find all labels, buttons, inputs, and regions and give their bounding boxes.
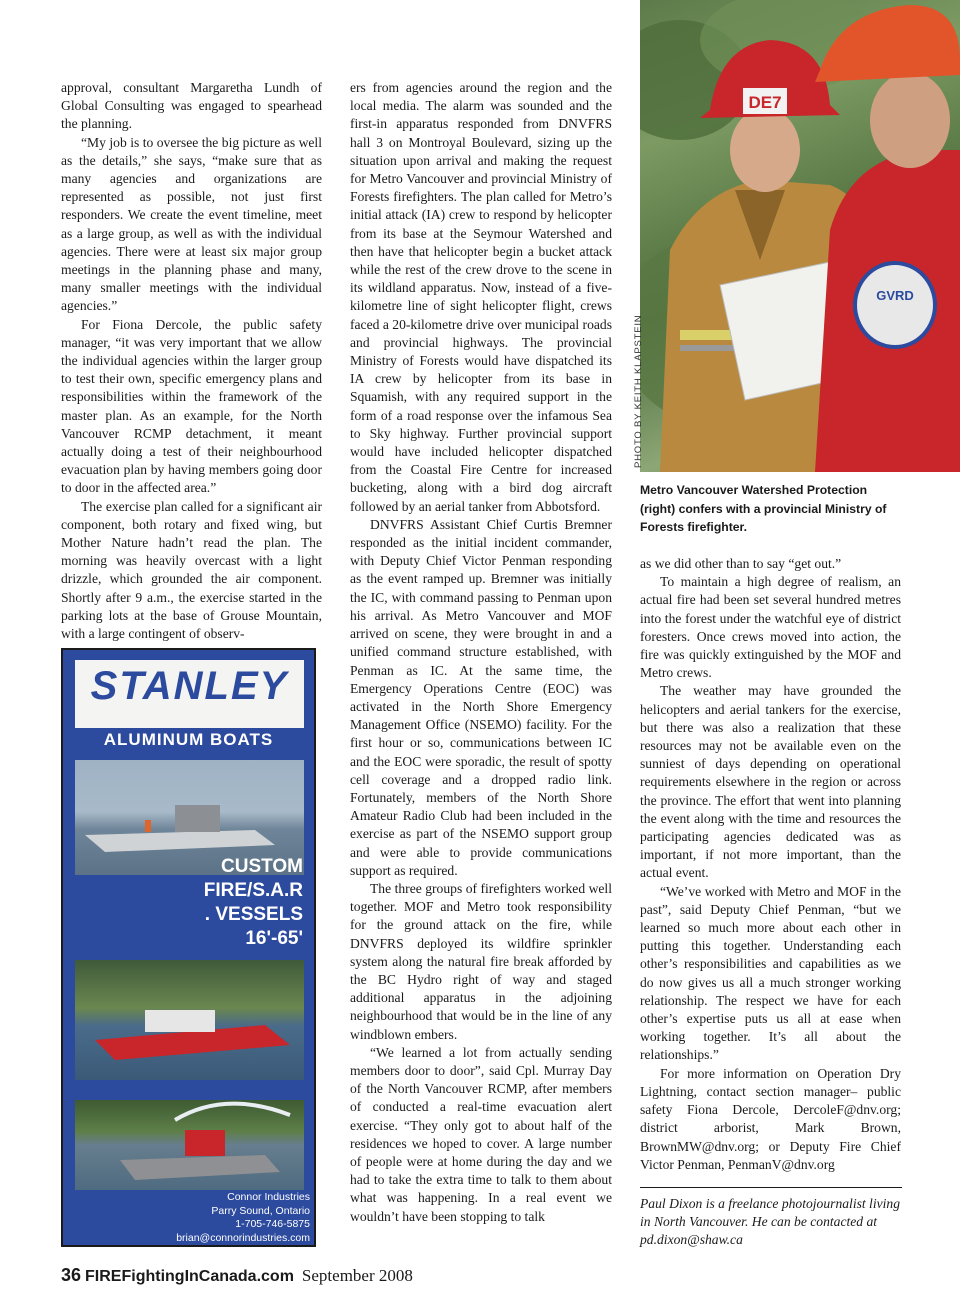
ad-pitch-line: 16'-65' bbox=[245, 928, 303, 949]
ad-company: Connor Industries bbox=[227, 1191, 310, 1203]
paragraph: as we did other than to say “get out.” bbox=[640, 556, 842, 571]
paragraph: “My job is to oversee the big picture as well as the details,” she says, “make sure that as many agencies and organizations are represented as possible, not just first responders. We create the event timeline, meet as a large group, as well as with the individual agencies. There were at least six major group meetings in the planning phase and many, many smaller meetings with the individual agencies.” bbox=[61, 134, 322, 314]
firefighters-illustration bbox=[640, 0, 960, 472]
page-footer bbox=[61, 1265, 413, 1287]
ad-brand-panel bbox=[75, 660, 304, 728]
stanley-boats-ad[interactable] bbox=[61, 648, 316, 1247]
ad-contact bbox=[103, 1191, 310, 1245]
issue-date: September 2008 bbox=[301, 1266, 413, 1285]
paragraph: The three groups of firefighters worked well together. MOF and Metro took responsibility for the ground attack on the fire, while DNVFRS deployed its wildfire sprinkler system along the natural fire break afforded by the BC Hydro right of way and staged additional apparatus in the adjoining neighbourhood that would be in the line of any windblown embers. bbox=[350, 880, 612, 1042]
fireboat-spraying-illustration bbox=[75, 1100, 304, 1190]
ad-pitch-line: FIRE/S.A.R bbox=[203, 880, 303, 901]
ad-brand: STANLEY bbox=[90, 664, 289, 708]
ad-location: Parry Sound, Ontario bbox=[211, 1204, 310, 1217]
photo-caption: Metro Vancouver Watershed Protection (right) confers with a provincial Ministry of Forests firefighter. bbox=[640, 483, 887, 534]
ad-email[interactable]: brian@connorindustries.com bbox=[176, 1231, 310, 1244]
article-column-3 bbox=[640, 555, 901, 1174]
paragraph: DNVFRS Assistant Chief Curtis Bremner responded as the initial incident commander, with Deputy Chief Victor Penman responding as the event ramped up. Bremner was initially the IC, with command passing to Penman upon his arrival. As Metro Vancouver and MOF arrived on scene, they were brought in and a unified command structure established, with Penman as IC. At the same time, the Emergency Operations Centre (EOC) was activated in the North Shore Emergency Management Office (NSEMO) facility. For the first hour or so, communications between IC and the EOC were sporadic, the result of spotty cell coverage and a dropped radio link. Fortunately, members of the North Shore Amateur Radio Club had been included in the exercise as part of the NSEMO support group and were able to provide communications support as required. bbox=[350, 516, 612, 878]
ad-pitch-line: . VESSELS bbox=[204, 904, 303, 925]
ad-pitch-line: CUSTOM bbox=[221, 856, 303, 877]
paragraph: “We learned a lot from actually sending members door to door”, said Cpl. Murray Day of the North Vancouver RCMP, after members of conducted a real-time evacuation alert exercise. “They only got to about half of the residences we hoped to cover. A large number of people were at home during the day and we had to take the extra time to talk to them about what was happening. In a real event we wouldn’t have been stopping to talk bbox=[350, 1044, 612, 1224]
paragraph: For Fiona Dercole, the public safety manager, “it was very important that we allow the individual agencies within the larger group to test their own, specific emergency plans and responsibilities within the framework of the master plan. As an example, for the North Vancouver RCMP detachment, it meant actually doing a test of their neighbourhood evacuation plan by having members going door to door in the affected area.” bbox=[61, 316, 322, 496]
article-column-2 bbox=[350, 79, 612, 1226]
paragraph: For more information on Operation Dry Lightning, contact section manager– public safety Fiona Dercole, DercoleF@dnv.org; district arborist, Mark Brown, BrownMW@dnv.org; or Deputy Fire Chief Victor Penman, PenmanV@dnv.org bbox=[640, 1065, 901, 1172]
paragraph: The exercise plan called for a significant air component, both rotary and fixed wing, but Mother Nature hadn’t read the plan. The morning was heavily overcast with a light drizzle, which grounded the air component. Shortly after 9 a.m., the exercise started in the parking lots at the base of Grouse Mountain, with a large contingent of observ- bbox=[61, 498, 322, 642]
ad-pitch bbox=[183, 855, 303, 951]
boat-illustration bbox=[75, 760, 304, 860]
paragraph: approval, consultant Margaretha Lundh of Global Consulting was engaged to spearhead the planning. bbox=[61, 80, 322, 132]
firefighters-photo bbox=[640, 0, 960, 472]
ad-subtitle: ALUMINUM BOATS bbox=[103, 730, 274, 749]
photo-credit: PHOTO BY KEITH KLAPSTEIN bbox=[633, 314, 644, 468]
page-number: 36 bbox=[61, 1265, 82, 1285]
paragraph: “We’ve worked with Metro and MOF in the past”, said Deputy Chief Penman, “but we learned so much more about each other in putting this together. Understanding each other’s responsibilities and capabilities as we do now gives us all a much stronger working relationship. The respect we have for each other’s expertise puts us all at ease when working together. It’s all about the relationships.” bbox=[640, 883, 901, 1063]
paragraph: ers from agencies around the region and the local media. The alarm was sounded and the first-in apparatus responded from DNVFRS hall 3 on Montroyal Boulevard, sizing up the situation upon arrival and making the request for Metro Vancouver and provincial Ministry of Forests firefighters. The plan called for Metro’s initial attack (IA) crew to respond by helicopter from its base at the Seymour Watershed and then have that helicopter begin a bucket attack while the rest of the crew drove to the scene in its wildland apparatus. Now, instead of a five-kilometre line of sight helicopter flight, crews faced a 20-kilometre drive over municipal roads and provincial highways. The provincial Ministry of Forests would have dispatched its IA crew by helicopter from its base in Squamish, with any required support in the form of a road response over the infamous Sea to Sky highway. Further provincial support would have included helicopter dispatched from the Coastal Fire Centre for increased bucketing, along with a bird dog aircraft followed by an aerial tanker from Abbotsford. bbox=[350, 80, 612, 514]
ad-boat-photo-2 bbox=[75, 960, 304, 1080]
author-byline: Paul Dixon is a freelance photojournalist living in North Vancouver. He can be contacted at pd.dixon@shaw.ca bbox=[640, 1187, 902, 1250]
article-column-1 bbox=[61, 79, 322, 643]
ad-phone[interactable]: 1-705-746-5875 bbox=[235, 1218, 310, 1230]
helmet-label: DE7 bbox=[748, 93, 782, 112]
ad-boat-photo-3 bbox=[75, 1100, 304, 1190]
paragraph: To maintain a high degree of realism, an actual fire had been set several hundred metres into the forest under the watchful eye of district foresters. Once crews moved into action, the fire was quickly extinguished by the MOF and Metro crews. bbox=[640, 574, 901, 681]
site-name[interactable]: FIREFightingInCanada.com bbox=[85, 1268, 294, 1285]
patch-label: GVRD bbox=[876, 288, 914, 303]
paragraph: The weather may have grounded the helicopters and aerial tankers for the exercise, but there was also a realization that these resources may not be available even on the sunniest of days depending on operational requirements elsewhere in the region or across the province. The effort that went into planning the event along with the time and resources the participating agencies dedicated was as important, if not more important, than the actual event. bbox=[640, 683, 901, 881]
fireboat-illustration bbox=[75, 960, 304, 1080]
